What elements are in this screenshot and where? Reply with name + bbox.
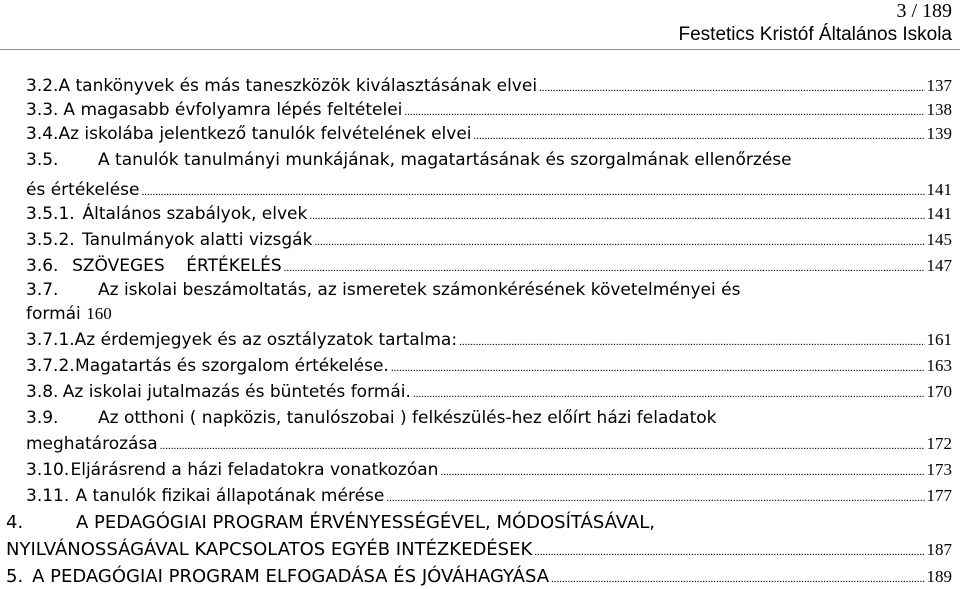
toc-entry-3-7-line1[interactable] [26,280,740,300]
toc-entry-3-9-line2[interactable] [26,434,952,454]
toc-entry-3-5-2[interactable] [26,230,952,250]
toc-entry-4-line2[interactable] [6,539,952,560]
toc-entry-3-2[interactable] [26,76,952,96]
toc-page: 147 [926,256,952,275]
toc-page: 189 [926,567,952,586]
toc-entry-3-7-1[interactable] [26,330,952,350]
toc-leader-dots [539,82,924,94]
toc-number: 5. [6,566,24,587]
toc-leader-dots [534,546,924,558]
toc-page: 141 [926,204,952,223]
toc-page: 141 [926,180,952,199]
toc-title: Az otthoni ( napközis, tanulószobai ) felkészülés-hez előírt házi feladatok [98,408,717,428]
toc-page: 145 [926,230,952,249]
toc-leader-dots [160,440,925,452]
toc-title: Az iskolai jutalmazás és büntetés formái. [62,382,411,402]
toc-number: 3.10. [26,460,70,480]
toc-leader-dots [404,106,924,118]
toc-entry-3-5-line2[interactable] [26,180,952,200]
toc-title: Eljárásrend a házi feladatokra vonatkozóan [70,460,439,480]
toc-title-continued: NYILVÁNOSSÁGÁVAL KAPCSOLATOS EGYÉB INTÉZKEDÉSEK [6,539,533,560]
toc-entry-3-10[interactable] [26,460,952,480]
toc-leader-dots [142,186,925,198]
toc-page: 163 [926,356,952,375]
toc-leader-dots [391,362,925,374]
toc-page: 137 [926,76,952,95]
toc-number: 3.6. [26,256,59,276]
toc-title: Az érdemjegyek és az osztályzatok tartalma: [74,330,458,350]
toc-title: Az iskolába jelentkező tanulók felvételének elvei [58,124,472,144]
toc-number: 3.3. [26,100,59,120]
toc-title: A magasabb évfolyamra lépés feltételei [63,100,403,120]
toc-number: 3.5.1. [26,204,75,224]
toc-title: A PEDAGÓGIAI PROGRAM ELFOGADÁSA ÉS JÓVÁHAGYÁSA [32,566,550,587]
toc-leader-dots [284,262,925,274]
toc-title-continued: meghatározása [26,434,158,454]
toc-title: Tanulmányok alatti vizsgák [82,230,313,250]
document-header-title: Festetics Kristóf Általános Iskola [678,24,952,45]
toc-title: Az iskolai beszámoltatás, az ismeretek számonkérésének követelményei és [98,280,741,300]
toc-entry-3-7-line2[interactable] [26,304,112,324]
toc-title: A tanulók fizikai állapotának mérése [75,486,385,506]
toc-number: 3.5. [26,150,59,170]
toc-page: 161 [926,330,952,349]
header-divider [0,49,960,50]
toc-page: 170 [926,382,952,401]
toc-number: 3.7. [26,280,59,300]
toc-page: 173 [926,460,952,479]
toc-entry-5[interactable] [6,566,952,587]
toc-leader-dots [309,210,924,222]
toc-leader-dots [413,388,925,400]
toc-title: Általános szabályok, elvek [82,204,308,224]
toc-page: 172 [926,434,952,453]
toc-leader-dots [551,573,924,585]
toc-number: 3.5.2. [26,230,75,250]
toc-leader-dots [459,336,924,348]
toc-title-continued: és értékelése [26,180,140,200]
toc-number: 3.11. [26,486,70,506]
toc-number: 3.7.1. [26,330,75,350]
toc-leader-dots [440,466,924,478]
toc-leader-dots [386,492,924,504]
toc-title: A tankönyvek és más taneszközök kiválasztásának elvei [58,76,538,96]
toc-title: SZÖVEGES ÉRTÉKELÉS [72,256,282,276]
toc-title: Magatartás és szorgalom értékelése. [75,356,389,376]
toc-page: 187 [926,540,952,559]
toc-entry-3-4[interactable] [26,124,952,144]
toc-title: A tanulók tanulmányi munkájának, magatartásának és szorgalmának ellenőrzése [98,150,792,170]
toc-number: 3.2. [26,76,59,96]
toc-entry-3-8[interactable] [26,382,952,402]
toc-leader-dots [314,236,924,248]
toc-entry-3-3[interactable] [26,100,952,120]
toc-number: 3.8. [26,382,59,402]
toc-number: 4. [6,512,24,533]
toc-entry-3-11[interactable] [26,486,952,506]
toc-entry-3-5-line1[interactable] [26,150,792,170]
toc-entry-4-line1[interactable] [6,512,655,533]
toc-page: 177 [926,486,952,505]
page-number: 3 / 189 [896,0,952,22]
toc-title-continued: formái [26,304,81,324]
toc-entry-3-9-line1[interactable] [26,408,717,428]
toc-page: 138 [926,100,952,119]
toc-number: 3.9. [26,408,59,428]
toc-entry-3-7-2[interactable] [26,356,952,376]
toc-leader-dots [474,130,925,142]
toc-entry-3-5-1[interactable] [26,204,952,224]
toc-number: 3.4. [26,124,59,144]
toc-page: 160 [86,304,112,323]
toc-entry-3-6[interactable] [26,256,952,276]
toc-number: 3.7.2. [26,356,75,376]
toc-title: A PEDAGÓGIAI PROGRAM ÉRVÉNYESSÉGÉVEL, MÓDOSÍTÁSÁVAL, [76,512,655,533]
toc-page: 139 [926,124,952,143]
